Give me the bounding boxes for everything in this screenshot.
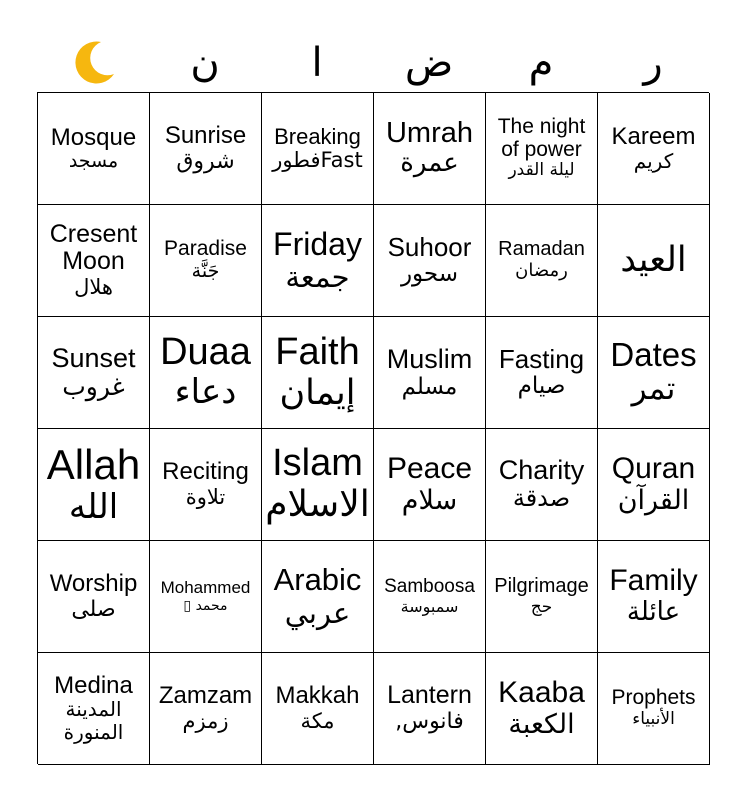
- cell-english-word: Reciting: [162, 458, 249, 486]
- cell-arabic-word: كريم: [633, 148, 674, 173]
- cell-arabic-word: سحور: [400, 261, 459, 288]
- cell-arabic-word: صدقة: [512, 484, 571, 513]
- cell-english-word: Muslim: [386, 343, 473, 374]
- bingo-cell[interactable]: [598, 541, 710, 653]
- cell-english-word: Ramadan: [498, 238, 585, 261]
- cell-english-word: Mosque: [50, 123, 137, 151]
- bingo-cell[interactable]: [598, 653, 710, 765]
- bingo-cell[interactable]: [38, 205, 150, 317]
- cell-english-word: Medina: [54, 671, 133, 699]
- cell-english-word: The night of power: [497, 115, 586, 161]
- bingo-cell[interactable]: [486, 429, 598, 541]
- cell-english-word: Duaa: [160, 331, 251, 374]
- bingo-cell[interactable]: [374, 317, 486, 429]
- cell-english-word: Makkah: [275, 682, 360, 710]
- bingo-cell[interactable]: [374, 93, 486, 205]
- bingo-cell[interactable]: [38, 429, 150, 541]
- cell-english-word: Charity: [498, 455, 585, 486]
- bingo-cell[interactable]: [262, 93, 374, 205]
- cell-arabic-word: جمعة: [285, 260, 350, 295]
- cell-arabic-word: القرآن: [617, 485, 690, 517]
- header-cell-moon: [37, 34, 149, 92]
- bingo-cell[interactable]: [38, 653, 150, 765]
- cell-arabic-word: مسلم: [401, 373, 458, 400]
- bingo-cell[interactable]: [486, 93, 598, 205]
- cell-english-word: Samboosa: [384, 576, 475, 598]
- cell-arabic-word: Fastفطور: [272, 148, 363, 173]
- bingo-cell[interactable]: [150, 317, 262, 429]
- cell-arabic-word: سمبوسة: [400, 596, 459, 616]
- bingo-cell[interactable]: [374, 429, 486, 541]
- cell-english-word: Sunrise: [164, 121, 247, 149]
- cell-english-word: Zamzam: [158, 682, 253, 710]
- bingo-cell[interactable]: [262, 317, 374, 429]
- cell-english-word: Prophets: [611, 686, 696, 710]
- cell-arabic-word: إيمان: [279, 372, 356, 413]
- cell-english-word: Kareem: [611, 123, 696, 151]
- cell-arabic-word: صلى: [71, 596, 116, 622]
- cell-arabic-word: دعاء: [174, 372, 237, 413]
- cell-english-word: Arabic: [273, 562, 362, 598]
- cell-english-word: Pilgrimage: [494, 574, 589, 597]
- header-letter-nun: ن: [190, 40, 220, 86]
- bingo-grid: [37, 92, 709, 764]
- cell-english-word: Allah: [46, 441, 141, 489]
- cell-arabic-word: عائلة: [626, 596, 681, 627]
- cell-english-word: Suhoor: [387, 232, 472, 263]
- cell-english-word: Worship: [49, 569, 138, 597]
- bingo-cell[interactable]: [150, 653, 262, 765]
- bingo-cell[interactable]: [598, 429, 710, 541]
- bingo-cell[interactable]: [374, 205, 486, 317]
- bingo-cell[interactable]: [262, 205, 374, 317]
- cell-arabic-word: جَنَّة: [191, 259, 220, 282]
- bingo-cell[interactable]: [150, 429, 262, 541]
- bingo-cell[interactable]: [262, 429, 374, 541]
- bingo-cell[interactable]: [598, 317, 710, 429]
- cell-arabic-word: سلام: [401, 485, 458, 517]
- cell-english-word: Quran: [611, 451, 696, 485]
- cell-arabic-word: زمزم: [182, 709, 229, 734]
- cell-arabic-word: عمرة: [400, 148, 459, 179]
- cell-arabic-word: ليلة القدر: [508, 160, 575, 181]
- cell-english-word: Breaking: [274, 123, 361, 149]
- cell-english-word: Cresent Moon: [49, 220, 138, 276]
- cell-arabic-word: مسجد: [68, 149, 119, 172]
- cell-english-word: Lantern: [387, 681, 472, 710]
- bingo-cell[interactable]: [150, 93, 262, 205]
- bingo-cell[interactable]: [150, 205, 262, 317]
- cell-arabic-word: هلال: [74, 275, 113, 300]
- cell-arabic-word: حج: [530, 596, 553, 617]
- cell-english-word: Umrah: [385, 116, 473, 149]
- cell-english-word: Paradise: [164, 237, 247, 261]
- cell-arabic-word: فانوس,: [395, 709, 464, 735]
- cell-english-word: Friday: [273, 225, 362, 262]
- cell-english-word: Dates: [610, 335, 697, 373]
- header-letter-alif: ا: [311, 40, 323, 86]
- header-letter-ra: ر: [643, 40, 663, 86]
- bingo-cell[interactable]: [38, 93, 150, 205]
- cell-english-word: Fasting: [498, 344, 585, 375]
- header-letter-mim: م: [528, 40, 554, 86]
- bingo-cell[interactable]: [598, 205, 710, 317]
- cell-arabic-word: عربي: [284, 595, 351, 630]
- bingo-cell[interactable]: [262, 653, 374, 765]
- bingo-cell[interactable]: [38, 541, 150, 653]
- cell-arabic-word: المدينة المنورة: [63, 697, 124, 745]
- cell-arabic-word: مكة: [300, 709, 335, 734]
- header-letter-dad: ض: [404, 40, 454, 86]
- cell-arabic-word: الله: [68, 486, 119, 527]
- bingo-cell[interactable]: [374, 541, 486, 653]
- bingo-cell[interactable]: [486, 541, 598, 653]
- crescent-moon-icon: [67, 37, 119, 89]
- bingo-cell[interactable]: [150, 541, 262, 653]
- header-row: [37, 34, 709, 92]
- cell-arabic-word: رمضان: [515, 259, 568, 281]
- cell-english-word: Peace: [386, 451, 473, 485]
- cell-english-word: Sunset: [51, 342, 136, 373]
- cell-arabic-word: الأنبياء: [632, 709, 675, 730]
- cell-english-word: Faith: [275, 330, 360, 373]
- cell-arabic-word: تلاوة: [185, 485, 226, 510]
- bingo-cell[interactable]: [262, 541, 374, 653]
- cell-arabic-word: الاسلام: [265, 484, 370, 526]
- cell-arabic-word: محمد ▯: [183, 597, 228, 614]
- cell-arabic-word: صيام: [517, 373, 566, 400]
- bingo-cell[interactable]: [598, 93, 710, 205]
- cell-arabic-word: تمر: [631, 371, 676, 408]
- cell-english-word: Family: [609, 564, 698, 598]
- bingo-cell[interactable]: [374, 653, 486, 765]
- bingo-cell[interactable]: [38, 317, 150, 429]
- bingo-cell[interactable]: [486, 317, 598, 429]
- cell-arabic-word: الكعبة: [508, 709, 575, 741]
- cell-english-word: Kaaba: [498, 675, 585, 709]
- bingo-cell[interactable]: [486, 205, 598, 317]
- cell-arabic-word: العيد: [620, 240, 687, 281]
- cell-english-word: Islam: [272, 442, 363, 485]
- cell-arabic-word: شروق: [176, 148, 235, 174]
- cell-english-word: Mohammed: [160, 578, 251, 598]
- cell-arabic-word: غروب: [62, 371, 125, 401]
- bingo-cell[interactable]: [486, 653, 598, 765]
